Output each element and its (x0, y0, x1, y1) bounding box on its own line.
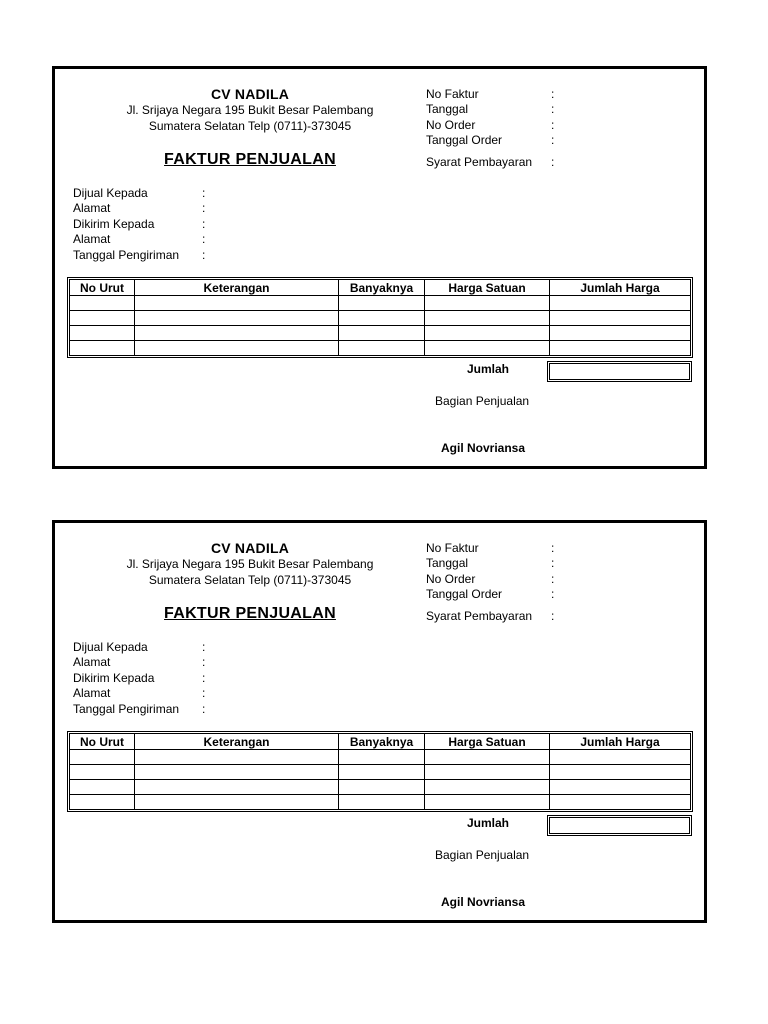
meta-label-syarat-pembayaran: Syarat Pembayaran (426, 609, 533, 623)
table-cell (425, 341, 550, 356)
meta-colon: : (551, 155, 555, 169)
signature-role: Bagian Penjualan (435, 848, 530, 862)
customer-colon: : (202, 671, 206, 685)
column-header-harga-satuan: Harga Satuan (425, 734, 550, 750)
table-cell (135, 341, 339, 356)
meta-colon: : (551, 572, 555, 586)
total-amount-box (549, 817, 690, 834)
customer-label-alamat: Alamat (73, 655, 111, 669)
table-cell (70, 341, 135, 356)
table-cell (339, 296, 425, 311)
table-cell (425, 326, 550, 341)
table-cell (70, 780, 135, 795)
meta-colon: : (551, 118, 555, 132)
customer-colon: : (202, 217, 206, 231)
table-row (70, 795, 691, 810)
company-address-line-2: Sumatera Selatan Telp (0711)-373045 (148, 573, 352, 587)
table-cell (70, 765, 135, 780)
table-cell (339, 326, 425, 341)
customer-label-alamat-kirim: Alamat (73, 686, 111, 700)
meta-colon: : (551, 609, 555, 623)
meta-label-no-faktur: No Faktur (426, 541, 479, 555)
table-cell (339, 795, 425, 810)
table-cell (339, 780, 425, 795)
invoice-form-2 (52, 520, 707, 923)
table-cell (550, 765, 691, 780)
column-header-no-urut: No Urut (70, 734, 135, 750)
column-header-no-urut: No Urut (70, 280, 135, 296)
meta-label-tanggal: Tanggal (426, 556, 469, 570)
table-header-row (70, 280, 691, 296)
meta-label-syarat-pembayaran: Syarat Pembayaran (426, 155, 533, 169)
table-cell (135, 780, 339, 795)
table-cell (550, 795, 691, 810)
table-row (70, 780, 691, 795)
meta-label-tanggal-order: Tanggal Order (426, 587, 503, 601)
items-table (69, 279, 691, 356)
table-cell (425, 765, 550, 780)
total-label: Jumlah (466, 362, 509, 376)
table-row (70, 765, 691, 780)
table-cell (550, 296, 691, 311)
column-header-jumlah-harga: Jumlah Harga (550, 734, 691, 750)
column-header-harga-satuan: Harga Satuan (425, 280, 550, 296)
customer-label-alamat: Alamat (73, 201, 111, 215)
customer-colon: : (202, 232, 206, 246)
table-cell (70, 750, 135, 765)
table-row (70, 311, 691, 326)
column-header-banyaknya: Banyaknya (339, 280, 425, 296)
meta-colon: : (551, 133, 555, 147)
company-address-line-2: Sumatera Selatan Telp (0711)-373045 (148, 119, 352, 133)
column-header-keterangan: Keterangan (135, 280, 339, 296)
table-row (70, 326, 691, 341)
table-row (70, 341, 691, 356)
table-cell (135, 765, 339, 780)
signature-role: Bagian Penjualan (435, 394, 530, 408)
total-label: Jumlah (466, 816, 509, 830)
table-cell (425, 311, 550, 326)
items-table (69, 733, 691, 810)
company-address-line-1: Jl. Srijaya Negara 195 Bukit Besar Palembang (126, 557, 374, 571)
table-cell (425, 750, 550, 765)
table-cell (550, 326, 691, 341)
meta-colon: : (551, 587, 555, 601)
invoice-form-1 (52, 66, 707, 469)
table-row (70, 750, 691, 765)
meta-label-tanggal-order: Tanggal Order (426, 133, 503, 147)
signature-name: Agil Novriansa (441, 895, 526, 909)
table-cell (70, 795, 135, 810)
customer-colon: : (202, 640, 206, 654)
table-cell (339, 750, 425, 765)
customer-colon: : (202, 201, 206, 215)
table-cell (550, 780, 691, 795)
table-cell (339, 765, 425, 780)
customer-colon: : (202, 186, 206, 200)
meta-label-no-order: No Order (426, 572, 476, 586)
customer-label-dikirim-kepada: Dikirim Kepada (73, 671, 155, 685)
customer-colon: : (202, 248, 206, 262)
table-cell (70, 311, 135, 326)
meta-colon: : (551, 102, 555, 116)
customer-label-dijual-kepada: Dijual Kepada (73, 186, 148, 200)
signature-name: Agil Novriansa (441, 441, 526, 455)
document-title: FAKTUR PENJUALAN (164, 605, 336, 622)
meta-colon: : (551, 87, 555, 101)
table-cell (425, 296, 550, 311)
document-title: FAKTUR PENJUALAN (164, 151, 336, 168)
column-header-jumlah-harga: Jumlah Harga (550, 280, 691, 296)
table-cell (550, 750, 691, 765)
customer-label-alamat-kirim: Alamat (73, 232, 111, 246)
total-amount-box (549, 363, 690, 380)
customer-colon: : (202, 686, 206, 700)
customer-label-dijual-kepada: Dijual Kepada (73, 640, 148, 654)
table-cell (135, 311, 339, 326)
meta-colon: : (551, 556, 555, 570)
company-address-line-1: Jl. Srijaya Negara 195 Bukit Besar Palembang (126, 103, 374, 117)
table-cell (550, 311, 691, 326)
table-cell (550, 341, 691, 356)
table-cell (135, 750, 339, 765)
column-header-banyaknya: Banyaknya (339, 734, 425, 750)
customer-colon: : (202, 702, 206, 716)
column-header-keterangan: Keterangan (135, 734, 339, 750)
table-cell (135, 795, 339, 810)
table-cell (135, 326, 339, 341)
table-row (70, 296, 691, 311)
table-cell (425, 795, 550, 810)
customer-label-dikirim-kepada: Dikirim Kepada (73, 217, 155, 231)
meta-label-tanggal: Tanggal (426, 102, 469, 116)
customer-colon: : (202, 655, 206, 669)
meta-label-no-order: No Order (426, 118, 476, 132)
customer-label-tanggal-pengiriman: Tanggal Pengiriman (73, 248, 180, 262)
table-cell (339, 341, 425, 356)
company-name: CV NADILA (210, 86, 290, 102)
table-header-row (70, 734, 691, 750)
table-cell (135, 296, 339, 311)
table-cell (339, 311, 425, 326)
table-cell (70, 326, 135, 341)
table-cell (425, 780, 550, 795)
customer-label-tanggal-pengiriman: Tanggal Pengiriman (73, 702, 180, 716)
meta-label-no-faktur: No Faktur (426, 87, 479, 101)
meta-colon: : (551, 541, 555, 555)
company-name: CV NADILA (210, 540, 290, 556)
table-cell (70, 296, 135, 311)
